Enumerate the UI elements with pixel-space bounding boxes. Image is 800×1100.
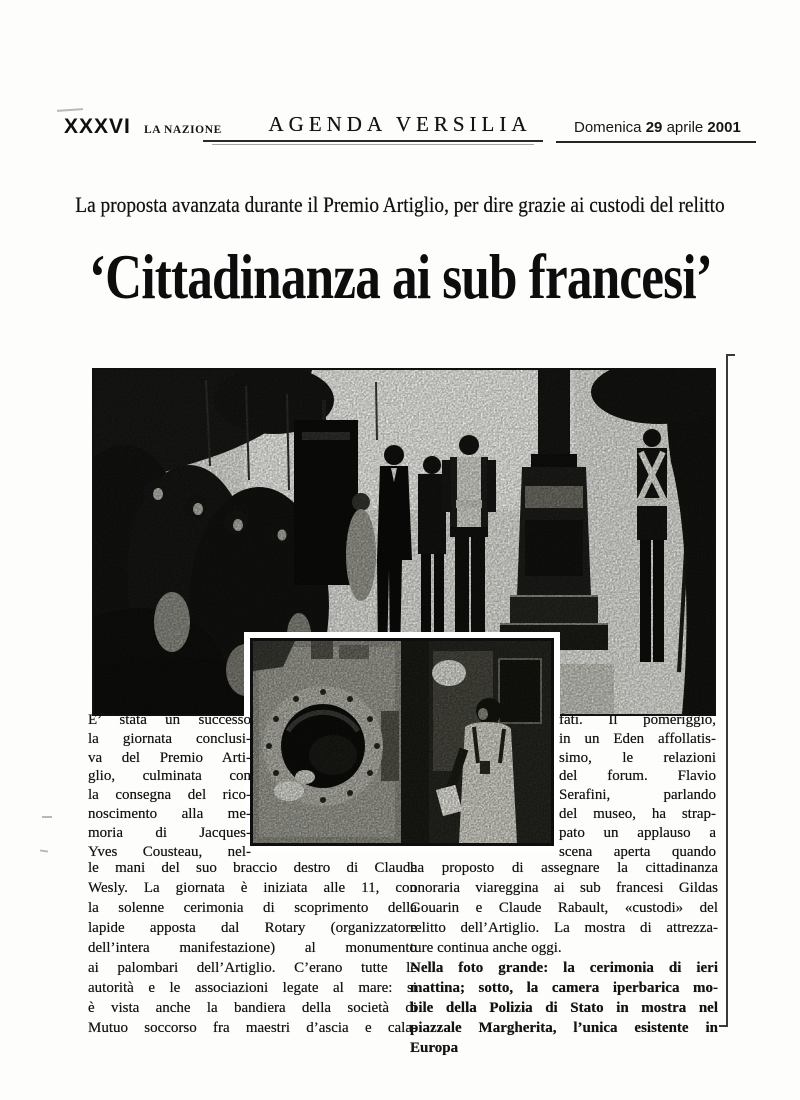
scan-artifact (40, 849, 48, 852)
headline: ‘Cittadinanza ai sub francesi’ (88, 241, 712, 312)
article-right-wide-text: ha proposto di assegnare la cittadinanza onoraria viareggina ai sub francesi Gildas Gouarin e Claude Rabault, «custodi» del relitto dell’Artiglio. La mostra di attrezza- ture continua anche oggi. (410, 860, 718, 956)
article-left-narrow: E’ stata un successo la giornata conclusi- va del Premio Arti- glio, culminata con la consegna del rico- noscimento alla me- moria di Jacques- Yves Cousteau, nel- (88, 712, 251, 860)
section-underline-faint (212, 144, 534, 145)
date-year: 2001 (707, 119, 741, 136)
column-rule (726, 356, 728, 1026)
inset-photo (250, 638, 554, 846)
date-day: 29 (645, 119, 663, 136)
section-title: AGENDA VERSILIA (268, 112, 532, 136)
section-underline (203, 140, 543, 142)
scan-artifact (42, 816, 52, 818)
column-rule-top (726, 354, 735, 356)
date-underline (556, 141, 756, 143)
column-rule-bottom (719, 1025, 728, 1027)
kicker: La proposta avanzata durante il Premio Artiglio, per dire grazie ai custodi del relitto (75, 192, 725, 217)
date-month: aprile (666, 119, 704, 136)
article-left-wide: le mani del suo braccio destro di Claude Wesly. La giornata è iniziata alle 11, con la solenne cerimonia di scoprimento della lapide apposta dal Rotary (organizzatore dell’intera manifestazione) al monumento ai palombari dell’Artiglio. C’erano tutte le autorità e le associazioni legate al mare: si è vista anche la bandiera della società di Mutuo soccorso fra maestri d’ascia e cala- (88, 860, 417, 1036)
page-number: XXXVI (64, 115, 131, 138)
article-right-narrow: fati. Il pomeriggio, in un Eden affollatis- simo, le relazioni del forum. Flavio Serafini, parlando del museo, ha strap- pato un applauso a scena aperta quando (559, 712, 716, 860)
inset-photo-illustration (253, 641, 551, 843)
date-line (574, 119, 741, 136)
masthead: LA NAZIONE (144, 124, 222, 136)
article-right-wide (410, 858, 718, 1058)
photo-caption: Nella foto grande: la cerimonia di ieri mattina; sotto, la camera iperbarica mo- bile della Polizia di Stato in mostra nel piazzale Margherita, l’unica esistente in Europa (410, 960, 718, 1056)
date-weekday: Domenica (574, 119, 642, 136)
